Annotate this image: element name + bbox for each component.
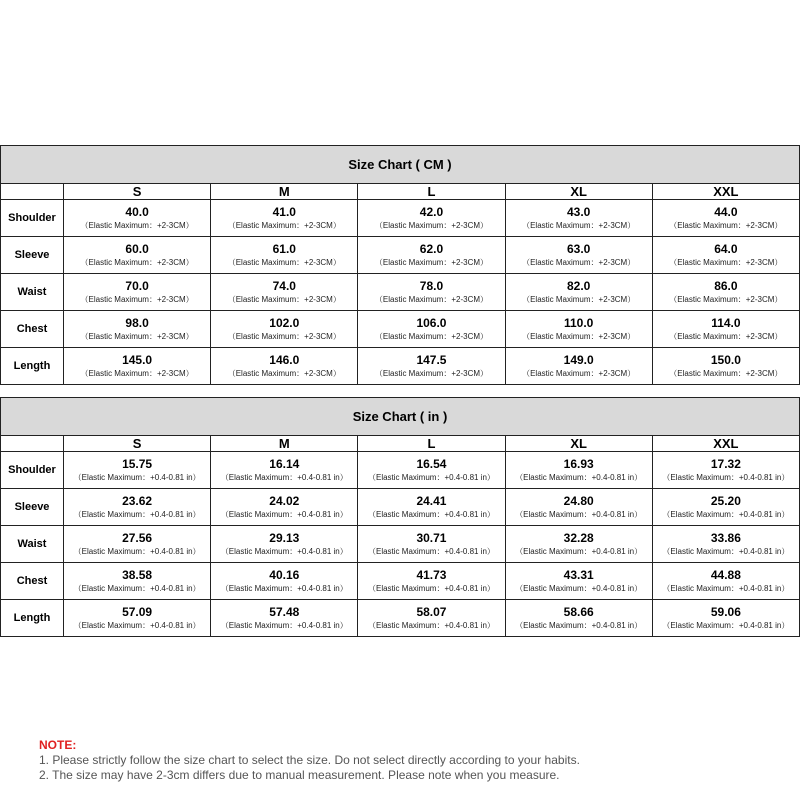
- elastic-note: （Elastic Maximum：+0.4-0.81 in）: [220, 547, 348, 556]
- elastic-note: （Elastic Maximum：+2-3CM）: [374, 258, 489, 267]
- elastic-note: （Elastic Maximum：+0.4-0.81 in）: [515, 510, 643, 519]
- elastic-note: （Elastic Maximum：+2-3CM）: [522, 258, 636, 267]
- measure-value: 102.0: [269, 316, 300, 330]
- measure-value: 82.0: [566, 279, 591, 293]
- row-label: Shoulder: [1, 200, 64, 237]
- size-cell: [64, 452, 211, 489]
- elastic-note: （Elastic Maximum：+0.4-0.81 in）: [515, 584, 643, 593]
- size-header: XXL: [652, 436, 799, 452]
- measure-value: 40.16: [269, 568, 300, 582]
- size-cell: [652, 526, 799, 563]
- size-cell: [505, 563, 652, 600]
- table-row: [1, 200, 800, 237]
- elastic-note: （Elastic Maximum：+2-3CM）: [374, 295, 489, 304]
- elastic-note: （Elastic Maximum：+2-3CM）: [669, 258, 783, 267]
- chart-title: Size Chart ( CM ): [1, 146, 800, 184]
- measure-value: 32.28: [563, 531, 594, 545]
- elastic-note: （Elastic Maximum：+0.4-0.81 in）: [368, 473, 495, 482]
- size-cell: [211, 489, 358, 526]
- size-cell: [358, 237, 505, 274]
- measure-value: 150.0: [710, 353, 741, 367]
- size-cell: [505, 489, 652, 526]
- table-row: [1, 563, 800, 600]
- size-cell: [358, 563, 505, 600]
- measure-value: 70.0: [125, 279, 149, 293]
- table-row: [1, 489, 800, 526]
- size-cell: [358, 274, 505, 311]
- elastic-note: （Elastic Maximum：+0.4-0.81 in）: [662, 584, 790, 593]
- table-row: [1, 526, 800, 563]
- size-cell: [358, 452, 505, 489]
- elastic-note: （Elastic Maximum：+0.4-0.81 in）: [662, 547, 790, 556]
- row-label: Chest: [1, 311, 64, 348]
- size-chart-cm: [0, 145, 800, 385]
- measure-value: 58.07: [416, 605, 447, 619]
- size-cell: [505, 526, 652, 563]
- measure-value: 30.71: [416, 531, 447, 545]
- row-label: Length: [1, 348, 64, 385]
- size-cell: [505, 311, 652, 348]
- elastic-note: （Elastic Maximum：+2-3CM）: [669, 332, 783, 341]
- note-line: 1. Please strictly follow the size chart to select the size. Do not select directly according to your habits.: [39, 753, 580, 767]
- corner-cell: [1, 184, 64, 200]
- measure-value: 64.0: [714, 242, 738, 256]
- measure-value: 60.0: [125, 242, 149, 256]
- size-header: M: [211, 184, 358, 200]
- size-cell: [64, 200, 211, 237]
- elastic-note: （Elastic Maximum：+2-3CM）: [522, 221, 636, 230]
- size-cell: [64, 311, 211, 348]
- size-cell: [505, 452, 652, 489]
- row-label: Shoulder: [1, 452, 64, 489]
- corner-cell: [1, 436, 64, 452]
- elastic-note: （Elastic Maximum：+2-3CM）: [80, 295, 194, 304]
- size-cell: [64, 526, 211, 563]
- elastic-note: （Elastic Maximum：+0.4-0.81 in）: [515, 547, 643, 556]
- row-label: Chest: [1, 563, 64, 600]
- size-cell: [64, 348, 211, 385]
- elastic-note: （Elastic Maximum：+2-3CM）: [227, 332, 341, 341]
- elastic-note: （Elastic Maximum：+0.4-0.81 in）: [73, 621, 201, 630]
- size-cell: [211, 452, 358, 489]
- size-cell: [652, 600, 799, 637]
- size-cell: [358, 311, 505, 348]
- elastic-note: （Elastic Maximum：+2-3CM）: [522, 295, 636, 304]
- measure-value: 24.80: [563, 494, 594, 508]
- size-cell: [64, 489, 211, 526]
- size-cell: [211, 600, 358, 637]
- elastic-note: （Elastic Maximum：+2-3CM）: [227, 258, 341, 267]
- measure-value: 149.0: [563, 353, 594, 367]
- table-row: [1, 348, 800, 385]
- size-cell: [358, 600, 505, 637]
- measure-value: 43.0: [566, 205, 591, 219]
- chart-title: Size Chart ( in ): [1, 398, 800, 436]
- elastic-note: （Elastic Maximum：+2-3CM）: [669, 221, 783, 230]
- row-label: Sleeve: [1, 237, 64, 274]
- measure-value: 41.0: [272, 205, 296, 219]
- measure-value: 86.0: [714, 279, 738, 293]
- elastic-note: （Elastic Maximum：+2-3CM）: [227, 369, 341, 378]
- size-cell: [652, 348, 799, 385]
- row-label: Waist: [1, 274, 64, 311]
- elastic-note: （Elastic Maximum：+0.4-0.81 in）: [73, 584, 201, 593]
- measure-value: 15.75: [122, 457, 153, 471]
- size-cell: [358, 200, 505, 237]
- elastic-note: （Elastic Maximum：+2-3CM）: [374, 369, 489, 378]
- elastic-note: （Elastic Maximum：+0.4-0.81 in）: [662, 510, 790, 519]
- measure-value: 38.58: [122, 568, 153, 582]
- measure-value: 23.62: [122, 494, 153, 508]
- size-cell: [64, 274, 211, 311]
- measure-value: 98.0: [125, 316, 149, 330]
- elastic-note: （Elastic Maximum：+0.4-0.81 in）: [73, 547, 201, 556]
- elastic-note: （Elastic Maximum：+0.4-0.81 in）: [73, 473, 201, 482]
- measure-value: 58.66: [563, 605, 594, 619]
- measure-value: 110.0: [563, 316, 594, 330]
- elastic-note: （Elastic Maximum：+0.4-0.81 in）: [662, 621, 790, 630]
- elastic-note: （Elastic Maximum：+2-3CM）: [522, 369, 636, 378]
- size-cell: [211, 274, 358, 311]
- elastic-note: （Elastic Maximum：+2-3CM）: [227, 295, 341, 304]
- measure-value: 44.0: [714, 205, 738, 219]
- elastic-note: （Elastic Maximum：+2-3CM）: [80, 221, 194, 230]
- row-label: Waist: [1, 526, 64, 563]
- elastic-note: （Elastic Maximum：+0.4-0.81 in）: [515, 621, 643, 630]
- elastic-note: （Elastic Maximum：+2-3CM）: [80, 332, 194, 341]
- table-row: [1, 237, 800, 274]
- elastic-note: （Elastic Maximum：+2-3CM）: [227, 221, 341, 230]
- elastic-note: （Elastic Maximum：+0.4-0.81 in）: [220, 621, 348, 630]
- size-cell: [211, 563, 358, 600]
- size-cell: [505, 274, 652, 311]
- measure-value: 61.0: [272, 242, 296, 256]
- measure-value: 63.0: [566, 242, 591, 256]
- size-cell: [505, 600, 652, 637]
- measure-value: 78.0: [419, 279, 444, 293]
- size-cell: [652, 489, 799, 526]
- size-cell: [211, 200, 358, 237]
- elastic-note: （Elastic Maximum：+0.4-0.81 in）: [73, 510, 201, 519]
- table-row: [1, 311, 800, 348]
- measure-value: 16.14: [269, 457, 300, 471]
- size-header: S: [64, 436, 211, 452]
- elastic-note: （Elastic Maximum：+2-3CM）: [80, 369, 194, 378]
- measure-value: 42.0: [419, 205, 444, 219]
- size-cell: [358, 348, 505, 385]
- measure-value: 24.02: [269, 494, 300, 508]
- elastic-note: （Elastic Maximum：+0.4-0.81 in）: [368, 547, 495, 556]
- size-cell: [64, 563, 211, 600]
- measure-value: 57.09: [122, 605, 153, 619]
- size-header: S: [64, 184, 211, 200]
- elastic-note: （Elastic Maximum：+0.4-0.81 in）: [368, 510, 495, 519]
- note-line: 2. The size may have 2-3cm differs due to manual measurement. Please note when you measure.: [39, 768, 560, 782]
- measure-value: 16.54: [416, 457, 447, 471]
- size-header: M: [211, 436, 358, 452]
- size-cell: [505, 237, 652, 274]
- measure-value: 33.86: [710, 531, 741, 545]
- size-header: XXL: [652, 184, 799, 200]
- measure-value: 44.88: [710, 568, 741, 582]
- measure-value: 62.0: [419, 242, 444, 256]
- measure-value: 27.56: [122, 531, 153, 545]
- size-chart-inch: [0, 397, 800, 637]
- measure-value: 147.5: [416, 353, 447, 367]
- size-cell: [652, 200, 799, 237]
- elastic-note: （Elastic Maximum：+0.4-0.81 in）: [662, 473, 790, 482]
- table-row: [1, 452, 800, 489]
- size-cell: [211, 526, 358, 563]
- size-header: XL: [505, 184, 652, 200]
- elastic-note: （Elastic Maximum：+0.4-0.81 in）: [220, 473, 348, 482]
- size-cell: [652, 311, 799, 348]
- size-cell: [358, 489, 505, 526]
- size-cell: [652, 237, 799, 274]
- size-cell: [652, 563, 799, 600]
- size-header: XL: [505, 436, 652, 452]
- table-row: [1, 600, 800, 637]
- measure-value: 25.20: [710, 494, 741, 508]
- size-cell: [64, 237, 211, 274]
- size-cell: [652, 274, 799, 311]
- elastic-note: （Elastic Maximum：+2-3CM）: [374, 332, 489, 341]
- elastic-note: （Elastic Maximum：+0.4-0.81 in）: [368, 584, 495, 593]
- notes-section: [39, 738, 580, 783]
- size-cell: [505, 348, 652, 385]
- measure-value: 59.06: [710, 605, 741, 619]
- size-cell: [358, 526, 505, 563]
- measure-value: 74.0: [272, 279, 296, 293]
- measure-value: 57.48: [269, 605, 300, 619]
- measure-value: 43.31: [563, 568, 594, 582]
- measure-value: 106.0: [416, 316, 447, 330]
- row-label: Sleeve: [1, 489, 64, 526]
- elastic-note: （Elastic Maximum：+0.4-0.81 in）: [220, 510, 348, 519]
- row-label: Length: [1, 600, 64, 637]
- measure-value: 145.0: [122, 353, 153, 367]
- measure-value: 40.0: [125, 205, 149, 219]
- elastic-note: （Elastic Maximum：+2-3CM）: [669, 295, 783, 304]
- size-cell: [211, 237, 358, 274]
- measure-value: 146.0: [269, 353, 300, 367]
- measure-value: 24.41: [416, 494, 447, 508]
- elastic-note: （Elastic Maximum：+2-3CM）: [374, 221, 489, 230]
- elastic-note: （Elastic Maximum：+2-3CM）: [669, 369, 783, 378]
- table-row: [1, 274, 800, 311]
- size-header: L: [358, 184, 505, 200]
- size-cell: [64, 600, 211, 637]
- size-cell: [652, 452, 799, 489]
- elastic-note: （Elastic Maximum：+2-3CM）: [80, 258, 194, 267]
- elastic-note: （Elastic Maximum：+0.4-0.81 in）: [368, 621, 495, 630]
- size-cell: [211, 348, 358, 385]
- elastic-note: （Elastic Maximum：+0.4-0.81 in）: [220, 584, 348, 593]
- size-cell: [505, 200, 652, 237]
- note-title: NOTE:: [39, 738, 77, 752]
- elastic-note: （Elastic Maximum：+2-3CM）: [522, 332, 636, 341]
- elastic-note: （Elastic Maximum：+0.4-0.81 in）: [515, 473, 643, 482]
- measure-value: 16.93: [563, 457, 594, 471]
- measure-value: 114.0: [711, 316, 741, 330]
- measure-value: 41.73: [416, 568, 447, 582]
- size-header: L: [358, 436, 505, 452]
- measure-value: 17.32: [710, 457, 741, 471]
- measure-value: 29.13: [269, 531, 300, 545]
- size-cell: [211, 311, 358, 348]
